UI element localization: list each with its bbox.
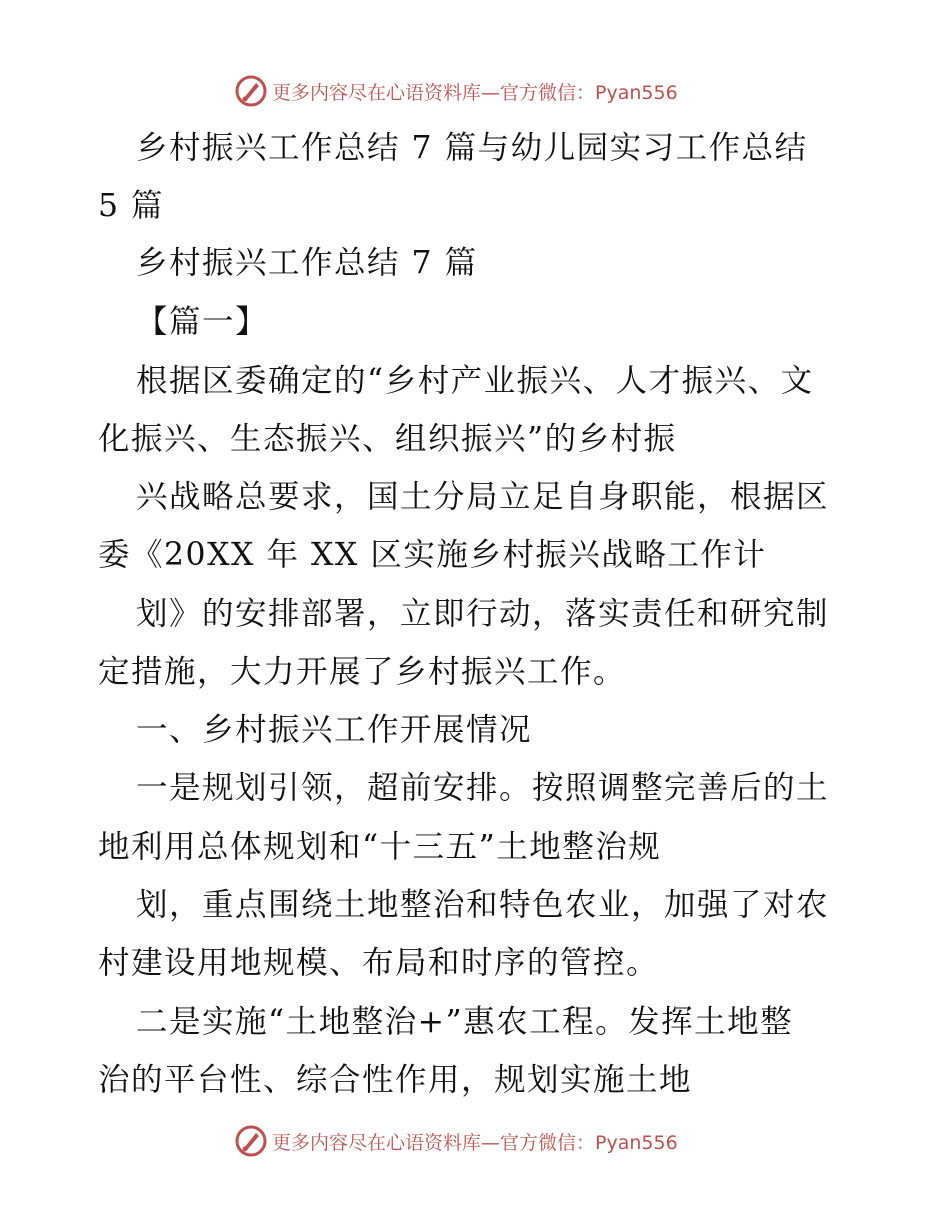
header-watermark (234, 73, 678, 109)
numbered-heading: 一、乡村振兴工作开展情况 (136, 712, 533, 748)
paragraph-line: 二是实施“土地整治+”惠农工程。发挥土地整 (136, 1004, 794, 1040)
paragraph-line: 地利用总体规划和“十三五”土地整治规 (98, 829, 662, 865)
paragraph-line: 划》的安排部署，立即行动，落实责任和研究制 (136, 596, 830, 632)
doc-title-continued: 5 篇 (98, 188, 165, 224)
paragraph-line: 定措施，大力开展了乡村振兴工作。 (98, 654, 627, 690)
paragraph-line: 委《20XX 年 XX 区实施乡村振兴战略工作计 (98, 537, 767, 573)
subsection-heading: 【篇一】 (136, 304, 269, 340)
paragraph-line: 划，重点围绕土地整治和特色农业，加强了对农 (136, 887, 830, 923)
footer-watermark (234, 1123, 678, 1159)
doc-title: 乡村振兴工作总结 7 篇与幼儿园实习工作总结 (136, 130, 808, 166)
paragraph-line: 化振兴、生态振兴、组织振兴”的乡村振 (98, 421, 677, 457)
quill-logo-icon (234, 1124, 268, 1158)
watermark-text: 更多内容尽在心语资料库—官方微信：Pyan556 (272, 1131, 678, 1154)
watermark-text: 更多内容尽在心语资料库—官方微信：Pyan556 (272, 81, 678, 104)
paragraph-line: 一是规划引领，超前安排。按照调整完善后的土 (136, 770, 830, 806)
paragraph-line: 村建设用地规模、布局和时序的管控。 (98, 945, 660, 981)
paragraph-line: 根据区委确定的“乡村产业振兴、人才振兴、文 (136, 363, 814, 399)
paragraph-line: 兴战略总要求，国土分局立足自身职能，根据区 (136, 479, 830, 515)
paragraph-line: 治的平台性、综合性作用，规划实施土地 (98, 1062, 693, 1098)
quill-logo-icon (234, 74, 268, 108)
section-heading: 乡村振兴工作总结 7 篇 (136, 245, 478, 281)
